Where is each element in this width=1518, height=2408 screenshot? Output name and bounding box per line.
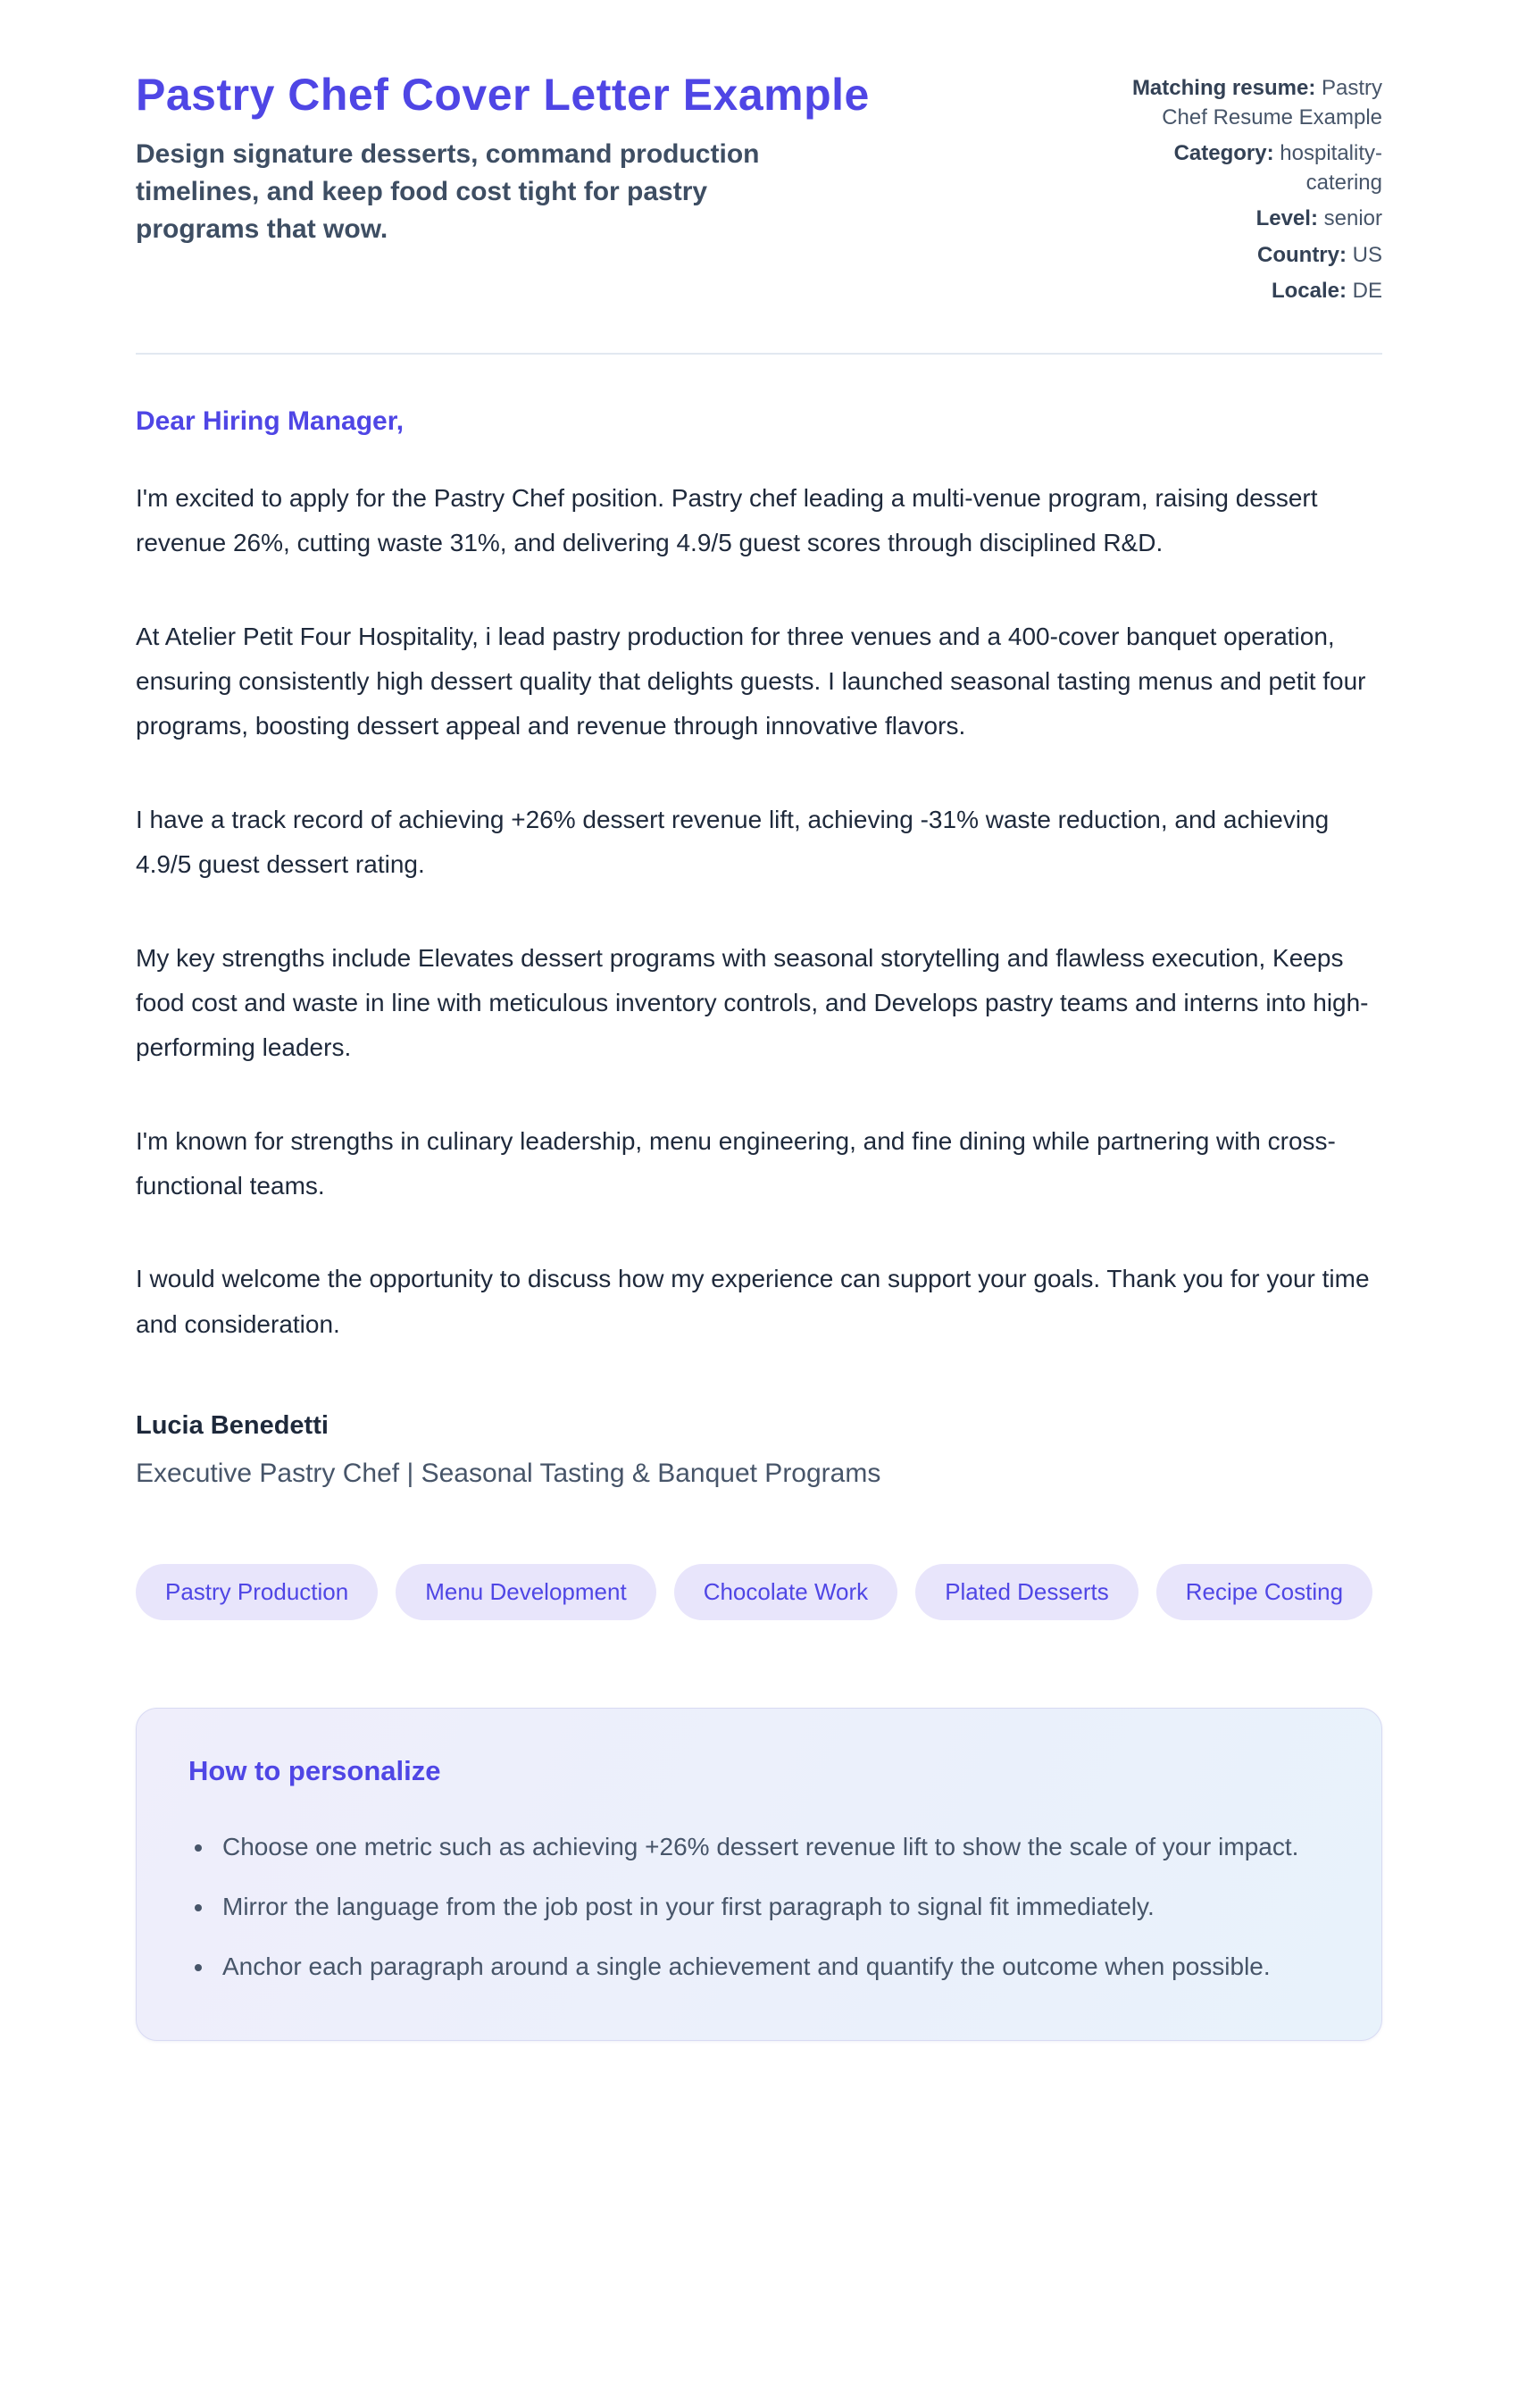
signature-role: Executive Pastry Chef | Seasonal Tasting & Banquet Programs: [136, 1459, 881, 1489]
letter-paragraph: I'm known for strengths in culinary leadership, menu engineering, and fine dining while partnering with cross-functional teams.: [136, 1126, 1336, 1200]
meta-value: senior: [1323, 206, 1382, 231]
letter-paragraph: At Atelier Petit Four Hospitality, i lead pastry production for three venues and a 400-cover banquet operation, ensuring consistently high dessert quality that delights guests. I launched seasonal tasting menus and petit four programs, boosting dessert appeal and revenue through innovative flavors.: [136, 622, 1366, 740]
letter-paragraph: My key strengths include Elevates dessert programs with seasonal storytelling and flawless execution, Keeps food cost and waste in line with meticulous inventory controls, and Develops pastry teams and interns into high-performing leaders.: [136, 943, 1369, 1062]
tag-pill-pastry-production: Pastry Production: [136, 1564, 378, 1620]
letter-paragraph: I have a track record of achieving +26% dessert revenue lift, achieving -31% waste reduction, and achieving 4.9/5 guest dessert rating.: [136, 805, 1330, 879]
meta-label: Level:: [1255, 206, 1318, 231]
content-column: [136, 0, 1382, 2041]
meta-row-category: [1109, 138, 1382, 197]
resume-meta-panel: [1109, 70, 1382, 312]
cover-letter-body: [136, 406, 1382, 1621]
letter-paragraph: I'm excited to apply for the Pastry Chef position. Pastry chef leading a multi-venue program, raising dessert revenue 26%, cutting waste 31%, and delivering 4.9/5 guest scores through disciplined R&D.: [136, 483, 1318, 557]
meta-value: hospitality-catering: [1280, 141, 1382, 196]
tips-card-title: How to personalize: [188, 1755, 441, 1787]
tips-list-item: • Anchor each paragraph around a single achievement and quantify the outcome when possible.: [215, 1944, 1330, 1988]
tips-list-item: • Choose one metric such as achieving +26% dessert revenue lift to show the scale of your impact.: [215, 1825, 1330, 1869]
meta-row-matching-resume: [1109, 73, 1382, 132]
header-divider: [136, 353, 1382, 355]
meta-value: Pastry Chef Resume Example: [1162, 76, 1382, 130]
meta-row-country: [1109, 240, 1382, 270]
tag-pill-plated-desserts: Plated Desserts: [915, 1564, 1138, 1620]
tips-list: [188, 1825, 1330, 1988]
tag-pill-menu-development: Menu Development: [396, 1564, 655, 1620]
letter-greeting: Dear Hiring Manager,: [136, 406, 405, 436]
header: [136, 70, 1382, 312]
skill-tags: [136, 1564, 1382, 1620]
tips-list-item: • Mirror the language from the job post in your first paragraph to signal fit immediately.: [215, 1885, 1330, 1928]
signature-name: Lucia Benedetti: [136, 1411, 329, 1441]
tag-pill-recipe-costing: Recipe Costing: [1156, 1564, 1372, 1620]
meta-value: US: [1352, 242, 1382, 267]
tag-pill-chocolate-work: Chocolate Work: [674, 1564, 898, 1620]
page-subtitle: Design signature desserts, command production timelines, and keep food cost tight for pastry programs that wow.: [136, 138, 760, 244]
meta-row-level: [1109, 204, 1382, 233]
meta-value: DE: [1352, 278, 1382, 303]
letter-paragraph: I would welcome the opportunity to discuss how my experience can support your goals. Thank you for your time and consideration.: [136, 1265, 1370, 1338]
meta-label: Country:: [1257, 242, 1347, 267]
meta-label: Matching resume:: [1131, 76, 1316, 100]
page-title: Pastry Chef Cover Letter Example: [136, 70, 870, 120]
meta-label: Category:: [1173, 141, 1274, 166]
meta-label: Locale:: [1271, 278, 1347, 303]
meta-row-locale: [1109, 276, 1382, 305]
how-to-personalize-card: [136, 1708, 1382, 2041]
header-title-block: [136, 70, 870, 248]
